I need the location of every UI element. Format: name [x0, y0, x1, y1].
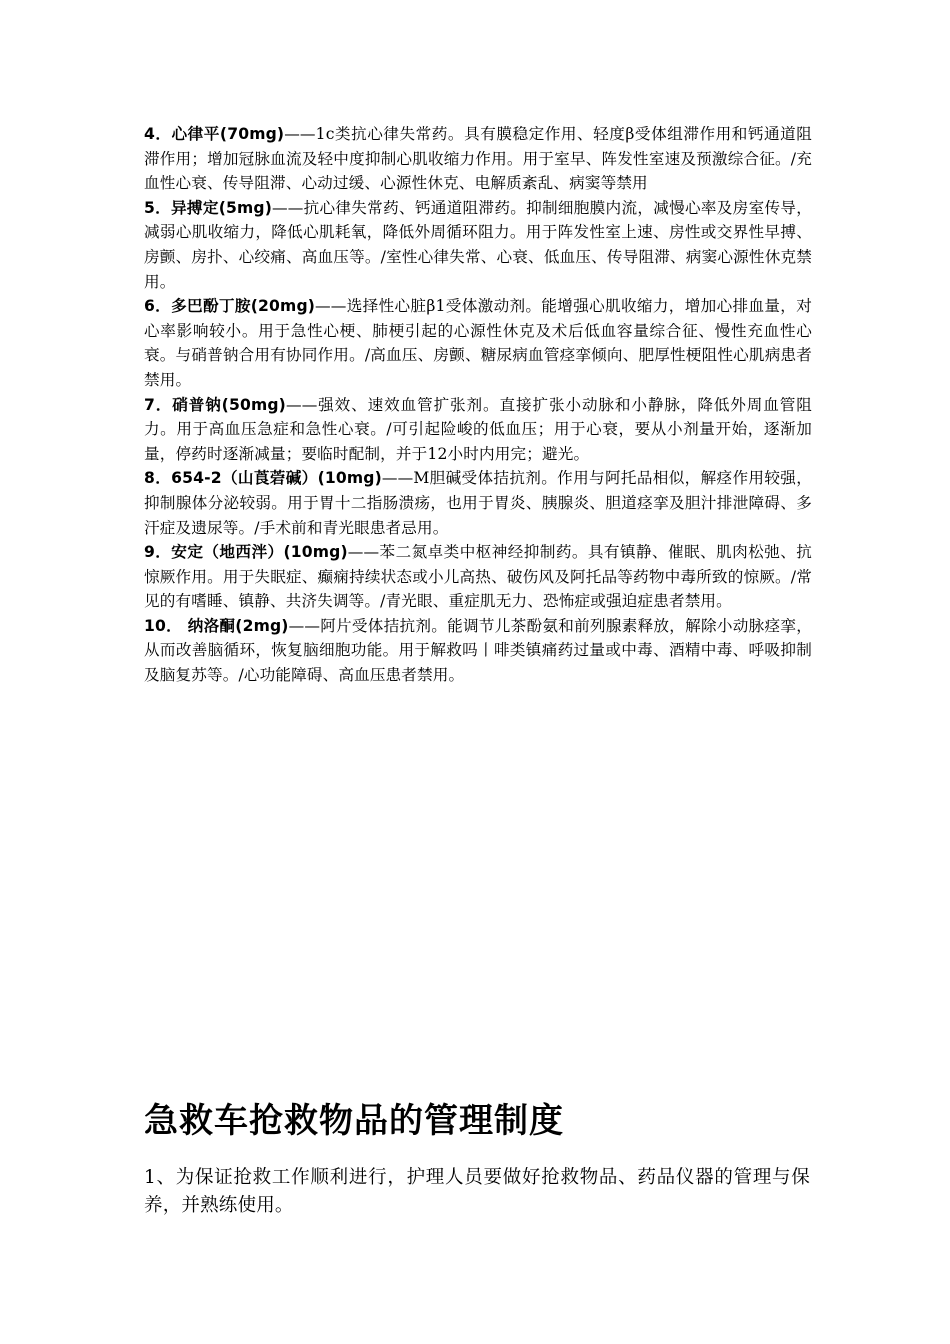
drug-title: 9．安定（地西泮）(10mg)	[144, 543, 348, 562]
drug-description: ——强效、速效血管扩张剂。直接扩张小动脉和小静脉，降低外周血管阻力。用于高血压急症和急性心衰。/可引起险峻的低血压；用于心衰，要从小剂量开始，逐渐加量，停药时逐渐减量；要临时配制，并于12小时内用完；避光。	[144, 395, 812, 463]
drug-title: 10． 纳洛酮(2mg)	[144, 616, 289, 635]
drug-entry	[144, 614, 812, 688]
drug-entry	[144, 393, 812, 467]
drug-entry	[144, 122, 812, 196]
drug-title: 7．硝普钠(50mg)	[144, 395, 286, 414]
drug-description: ——1c类抗心律失常药。具有膜稳定作用、轻度β受体组滞作用和钙通道阻滞作用；增加冠脉血流及轻中度抑制心肌收缩力作用。用于室早、阵发性室速及预激综合征。/充血性心衰、传导阻滞、心动过缓、心源性休克、电解质紊乱、病窦等禁用	[144, 125, 812, 193]
drug-description: ——抗心律失常药、钙通道阻滞药。抑制细胞膜内流，减慢心率及房室传导，减弱心肌收缩力，降低心肌耗氧，降低外周循环阻力。用于阵发性室上速、房性或交界性早搏、房颤、房扑、心绞痛、高血压等。/室性心律失常、心衰、低血压、传导阻滞、病窦心源性休克禁用。	[144, 198, 812, 291]
drug-entry	[144, 540, 812, 614]
drug-entry	[144, 294, 812, 392]
drug-description: ——苯二氮卓类中枢神经抑制药。具有镇静、催眠、肌肉松弛、抗惊厥作用。用于失眠症、癫痫持续状态或小儿高热、破伤风及阿托品等药物中毒所致的惊厥。/常见的有嗜睡、镇静、共济失调等。/青光眼、重症肌无力、恐怖症或强迫症患者禁用。	[144, 543, 813, 611]
drug-entry	[144, 196, 812, 294]
drug-title: 6．多巴酚丁胺(20mg)	[144, 297, 316, 316]
section-heading: 急救车抢救物品的管理制度	[144, 1101, 564, 1141]
drug-description: ——阿片受体拮抗剂。能调节儿茶酚氨和前列腺素释放，解除小动脉痉挛，从而改善脑循环，恢复脑细胞功能。用于解救吗丨啡类镇痛药过量或中毒、酒精中毒、呼吸抑制及脑复苏等。/心功能障碍、高血压患者禁用。	[144, 616, 812, 685]
drug-title: 5．异搏定(5mg)	[144, 198, 272, 217]
drug-description: ——M胆碱受体拮抗剂。作用与阿托品相似，解痉作用较强，抑制腺体分泌较弱。用于胃十二指肠溃疡，也用于胃炎、胰腺炎、胆道痉挛及胆汁排泄障碍、多汗症及遗尿等。/手术前和青光眼患者忌用。	[144, 469, 812, 537]
drug-entry	[144, 466, 812, 540]
drug-list	[144, 122, 812, 688]
drug-description: ——选择性心脏β1受体激动剂。能增强心肌收缩力，增加心排血量，对心率影响较小。用于急性心梗、肺梗引起的心源性休克及术后低血容量综合征、慢性充血性心衰。与硝普钠合用有协同作用。/高血压、房颤、糖尿病血管痉挛倾向、肥厚性梗阻性心肌病患者禁用。	[144, 297, 812, 389]
section-paragraph: 1、为保证抢救工作顺利进行，护理人员要做好抢救物品、药品仪器的管理与保养，并熟练使用。	[144, 1167, 810, 1216]
drug-title: 8．654-2（山莨菪碱）(10mg)	[144, 469, 382, 488]
drug-title: 4．心律平(70mg)	[144, 125, 285, 143]
